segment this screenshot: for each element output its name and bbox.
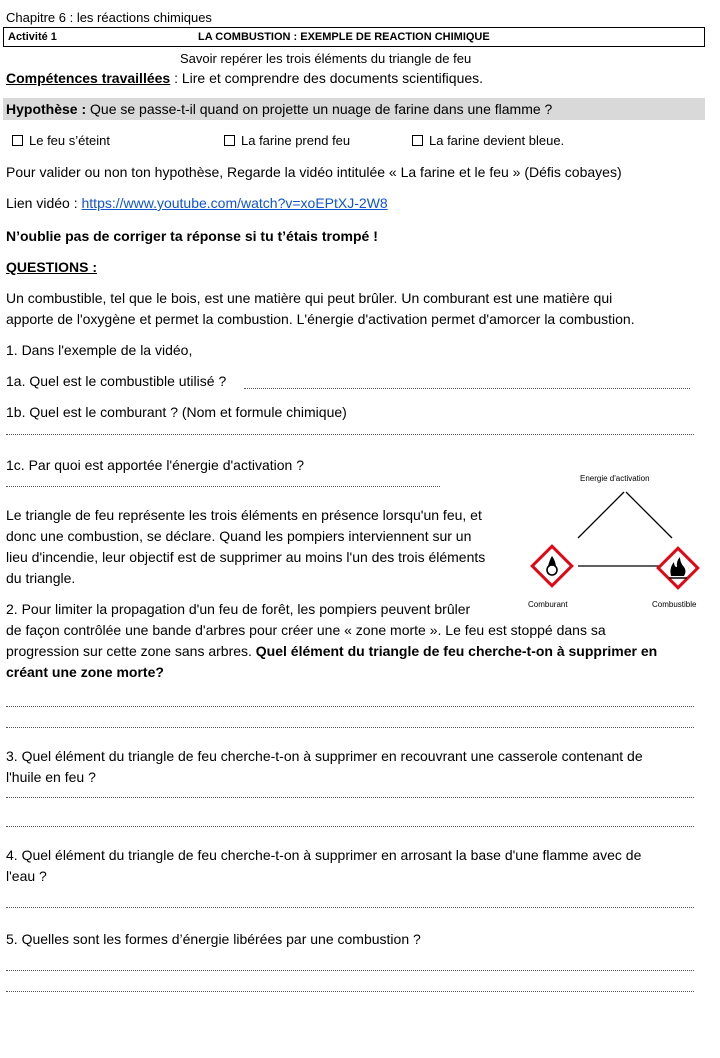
- question-1: 1. Dans l'exemple de la vidéo,: [6, 342, 193, 358]
- question-2-line-3: progression sur cette zone sans arbres. Quel élément du triangle de feu cherche-t-on à supprimer en: [6, 643, 658, 659]
- answer-line-3a[interactable]: [6, 797, 694, 798]
- oxidizer-hazard-icon: [532, 546, 572, 586]
- question-5: 5. Quelles sont les formes d’énergie libérées par une combustion ?: [6, 931, 421, 947]
- hypothesis: [6, 101, 552, 117]
- fire-triangle-diagram: [522, 470, 712, 620]
- question-4-line-2: l'eau ?: [6, 868, 47, 884]
- validate-instruction: Pour valider ou non ton hypothèse, Regarde la vidéo intitulée « La farine et le feu » (Défis cobayes): [6, 164, 622, 180]
- triangle-text-line-2: donc une combustion, se déclare. Quand les pompiers interviennent sur un: [6, 528, 472, 544]
- diagram-label-energy: Energie d'activation: [580, 474, 650, 483]
- option-farine-prend-feu[interactable]: La farine prend feu: [224, 133, 350, 148]
- answer-line-1c[interactable]: [6, 486, 440, 487]
- checkbox-icon[interactable]: [12, 135, 23, 146]
- answer-line-4[interactable]: [6, 907, 694, 908]
- answer-line-5a[interactable]: [6, 970, 694, 971]
- option-feu-eteint[interactable]: Le feu s’éteint: [12, 133, 110, 148]
- checkbox-icon[interactable]: [224, 135, 235, 146]
- answer-line-1b[interactable]: [6, 434, 694, 435]
- hypothesis-text: Que se passe-t-il quand on projette un nuage de farine dans une flamme ?: [86, 101, 553, 117]
- question-2-line-2: de façon contrôlée une bande d'arbres pour créer une « zone morte ». Le feu est stoppé dans sa: [6, 622, 606, 638]
- triangle-left-side: [578, 492, 624, 538]
- question-2-line-1: 2. Pour limiter la propagation d'un feu de forêt, les pompiers peuvent brûler: [6, 601, 471, 617]
- reminder: N’oublie pas de corriger ta réponse si tu t’étais trompé !: [6, 228, 378, 244]
- answer-line-3b[interactable]: [6, 826, 694, 827]
- activity-subtitle: Savoir repérer les trois éléments du triangle de feu: [180, 51, 472, 66]
- chapter-title: Chapitre 6 : les réactions chimiques: [6, 10, 212, 25]
- answer-line-2b[interactable]: [6, 727, 694, 728]
- activity-label: Activité 1: [8, 31, 57, 43]
- checkbox-icon[interactable]: [412, 135, 423, 146]
- question-4-line-1: 4. Quel élément du triangle de feu cherche-t-on à supprimer en arrosant la base d'une flamme avec de: [6, 847, 642, 863]
- question-1a: 1a. Quel est le combustible utilisé ?: [6, 373, 227, 389]
- hypothesis-label: Hypothèse :: [6, 101, 87, 117]
- question-1c: 1c. Par quoi est apportée l'énergie d'activation ?: [6, 457, 304, 473]
- competences: [6, 70, 483, 86]
- question-2-line-4: créant une zone morte?: [6, 664, 164, 680]
- questions-heading: QUESTIONS :: [6, 259, 98, 275]
- triangle-text-line-3: lieu d'incendie, leur objectif est de supprimer au moins l'un des trois éléments: [6, 549, 486, 565]
- video-label: Lien vidéo :: [6, 195, 82, 211]
- question-3-line-2: l'huile en feu ?: [6, 769, 96, 785]
- question-3-line-1: 3. Quel élément du triangle de feu cherche-t-on à supprimer en recouvrant une casserole contenant de: [6, 748, 643, 764]
- diagram-label-comburant: Comburant: [528, 600, 568, 609]
- answer-line-5b[interactable]: [6, 991, 694, 992]
- competences-text: : Lire et comprendre des documents scientifiques.: [170, 70, 484, 86]
- activity-title: LA COMBUSTION : EXEMPLE DE REACTION CHIMIQUE: [198, 31, 490, 43]
- video-link[interactable]: https://www.youtube.com/watch?v=xoEPtXJ-2W8: [81, 195, 388, 211]
- triangle-text-line-1: Le triangle de feu représente les trois éléments en présence lorsqu'un feu, et: [6, 507, 482, 523]
- intro-line-1: Un combustible, tel que le bois, est une matière qui peut brûler. Un comburant est une matière qui: [6, 290, 613, 306]
- answer-line-1a[interactable]: [244, 388, 690, 389]
- fire-triangle-svg: [522, 470, 712, 620]
- flammable-hazard-icon: [658, 548, 698, 588]
- question-1b: 1b. Quel est le comburant ? (Nom et formule chimique): [6, 404, 347, 420]
- answer-line-2a[interactable]: [6, 706, 694, 707]
- triangle-text-line-4: du triangle.: [6, 570, 76, 586]
- competences-label: Compétences travaillées: [6, 70, 171, 86]
- triangle-right-side: [626, 492, 672, 538]
- intro-line-2: apporte de l'oxygène et permet la combustion. L'énergie d'activation permet d'amorcer la combustion.: [6, 311, 635, 327]
- video-line: [6, 195, 388, 211]
- diagram-label-combustible: Combustible: [652, 600, 697, 609]
- option-farine-bleue[interactable]: La farine devient bleue.: [412, 133, 564, 148]
